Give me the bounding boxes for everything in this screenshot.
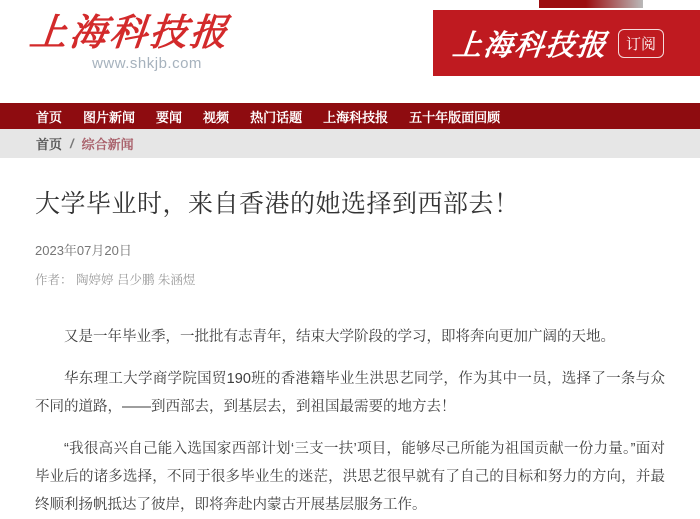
banner-corner-decoration <box>539 0 643 8</box>
article-title: 大学毕业时，来自香港的她选择到西部去！ <box>35 190 520 218</box>
site-logo[interactable] <box>27 10 233 72</box>
logo-text: 上海科技报 <box>27 10 233 54</box>
nav-item-home[interactable]: 首页 <box>36 109 63 125</box>
article-body <box>35 323 665 519</box>
article-author-line: 作者： 陶婷婷 吕少鹏 朱涵煜 <box>35 273 196 287</box>
article <box>0 184 700 519</box>
nav-item-hot-topics[interactable]: 热门话题 <box>250 109 303 125</box>
article-paragraph: “我很高兴自己能入选国家西部计划‘三支一扶’项目，能够尽己所能为祖国贡献一份力量。”面对毕业后的诸多选择，不同于很多毕业生的迷茫，洪思艺很早就有了自己的目标和努力的方向，并最终顺利扬帆抵达了彼岸，即将奔赴内蒙古开展基层服务工作。 <box>35 441 665 513</box>
breadcrumb-current[interactable]: 综合新闻 <box>81 137 134 152</box>
nav-item-important-news[interactable]: 要闻 <box>156 109 183 125</box>
breadcrumb-separator: / <box>70 136 74 151</box>
article-paragraph: 又是一年毕业季，一批批有志青年，结束大学阶段的学习，即将奔向更加广阔的天地。 <box>64 329 615 345</box>
nav-item-photo-news[interactable]: 图片新闻 <box>83 109 136 125</box>
logo-site-url: www.shkjb.com <box>92 54 202 72</box>
main-nav <box>0 103 700 129</box>
nav-item-50year-review[interactable]: 五十年版面回顾 <box>409 109 501 125</box>
article-paragraph: 华东理工大学商学院国贸190班的香港籍毕业生洪思艺同学，作为其中一员，选择了一条与众不同的道路，——到西部去，到基层去，到祖国最需要的地方去！ <box>35 371 665 415</box>
site-header <box>0 0 700 103</box>
banner-title: 上海科技报 <box>451 27 610 62</box>
nav-item-shkjb[interactable]: 上海科技报 <box>323 109 389 125</box>
breadcrumb <box>0 129 700 158</box>
masthead-banner <box>433 10 700 76</box>
breadcrumb-home[interactable]: 首页 <box>36 137 63 152</box>
nav-item-video[interactable]: 视频 <box>203 109 230 125</box>
article-date: 2023年07月20日 <box>35 243 132 258</box>
subscribe-button[interactable]: 订阅 <box>618 29 664 58</box>
